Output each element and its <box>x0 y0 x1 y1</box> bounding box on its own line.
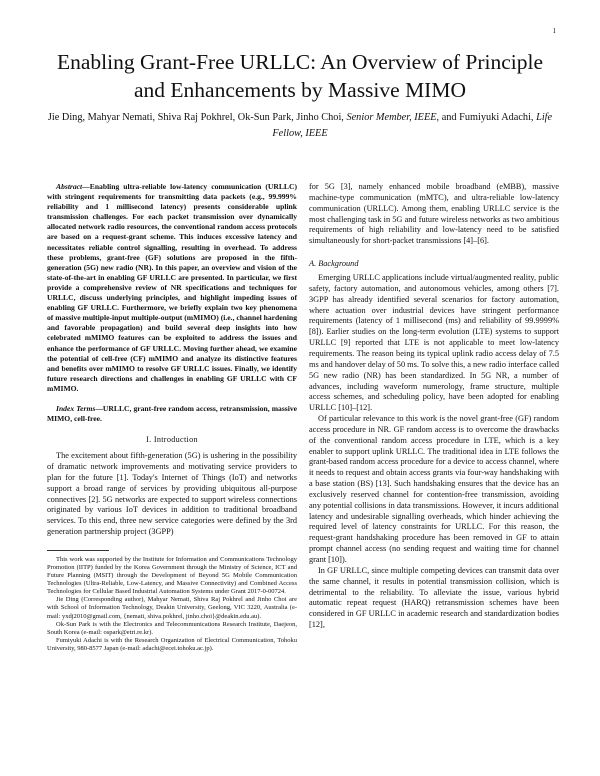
background-paragraph-3: In GF URLLC, since multiple competing devices can transmit data over the same channel, it results in potential transmission collision, which is detrimental to the reliability. To alleviate the issue, various hybrid automatic repeat request (HARQ) retransmission schemes have been considered in GF URLLC in academic research and standardization bodies [12], <box>309 565 559 630</box>
index-terms-text: —URLLC, grant-free random access, retransmission, massive MIMO, cell-free. <box>47 403 298 424</box>
footnote-affiliation-etri: Ok-Sun Park is with the Electronics and Telecommunications Research Institute, Daejeon, South Korea (e-mail: ospark@etri.re.kr). <box>47 620 297 636</box>
author-role-fellow: Life Fellow, IEEE <box>272 112 553 139</box>
abstract <box>47 182 297 394</box>
abstract-label: Abstract <box>56 182 83 191</box>
footnote-rule <box>47 550 109 551</box>
background-paragraph-1: Emerging URLLC applications include virtual/augmented reality, public safety, factory automation, and autonomous vehicles, among others [7]. 3GPP has already identified several scenarios for factory automation, where actuation over industrial devices have stringent performance requirements (latency of 1 millisecond (ms) and reliability of 99.9999% [8]). Earlier studies on the long-term evolution (LTE) systems to support URLLC [9] reported that LTE is not applicable to meet low-latency requirements. The reason being its typical uplink radio access delay of 7.5 ms and handover delay of 50 ms. To solve this, a new radio interface called 5G new radio (NR) has been standardized. In 5G NR, a number of advances, including waveform numerology, frame structure, multiple access schemes, and scheduling policy, have been adopted for enabling URLLC [10]–[12]. <box>309 273 559 413</box>
subsection-heading-background: A. Background <box>309 259 359 269</box>
left-column <box>47 182 297 653</box>
background-paragraph-2: Of particular relevance to this work is the novel grant-free (GF) random access procedure in NR. GF random access is to overcome the drawbacks of the conventional random access procedure in LTE, which is a key enabler to support uplink URLLC. The traditional idea in LTE follows the grant-based random access procedure for a device to access channel, where it needs to request and obtain access grants via four-way handshaking with a base station (BS) [13]. Such handshaking ensures that the device has an exclusively reserved channel for contention-free transmission, avoiding any potential collisions in data transmissions. However, it incurs additional latency and undesirable signalling overheads, which hinder achieving the required level of latency constraints for URLLC. For this reason, the request-grant handshaking procedure has been removed in GF to attain prompt channel access (no sending request and waiting time for channel grant [10]). <box>309 414 559 564</box>
author-names-tail: , and Fumiyuki Adachi, <box>436 112 534 123</box>
paper-title: Enabling Grant-Free URLLC: An Overview of Principle and Enhancements by Massive MIMO <box>56 50 544 102</box>
intro-paragraph: The excitement about fifth-generation (5G) is ushering in the possibility of dramatic network improvements and motivating service providers to plan for the future [1]. Today's Internet of Things (IoT) and networks support a broad range of services by providing ubiquitous all-purpose connectives [2]. 5G networks are expected to support wireless connections originated by various IoT devices in addition to traditional broadband services. To this end, three new service categories were defined by the 3rd generation partnership project (3GPP) <box>47 451 297 537</box>
author-list <box>40 110 560 142</box>
footnote-funding: This work was supported by the Institute for Information and Communications Technology Promotion (IITP) funded by the Korea Government through the Ministry of Science, ICT and Future Planning (MSIT) through the Development of Beyond 5G Mobile Communication Technologies (Ultra-Reliable, Low-Latency, and Massive Connectivity) and Combined Access Technologies for Cellular Based Industrial Automation Systems under Grant 2017-0-00724. <box>47 555 297 596</box>
index-terms <box>47 404 297 424</box>
author-role-senior: Senior Member, IEEE <box>346 112 437 123</box>
section-heading-introduction: I. Introduction <box>146 435 198 445</box>
footnote-affiliation-tohoku: Fumiyuki Adachi is with the Research Organization of Electrical Communication, Tohoku University, 980-8577 Japan (e-mail: adachi@ecei.tohoku.ac.jp). <box>47 636 297 652</box>
page-number: 1 <box>552 27 556 35</box>
intro-continued-paragraph: for 5G [3], namely enhanced mobile broadband (eMBB), massive machine-type communication (mMTC), and ultra-reliable low-latency communication (URLLC). Among them, enabling URLLC service is the most challenging task in 5G and future wireless networks as two ambitious requirements of high reliability and low-latency need to be satisfied simultaneously for short-packet transmissions [4]–[6]. <box>309 182 559 246</box>
footnote-affiliation-deakin: Jie Ding (Corresponding author), Mahyar Nemati, Shiva Raj Pokhrel and Jinho Choi are with School of Information Technology, Deakin University, Geelong, VIC 3220, Australia (e-mail: yxdj2010@gmail.com, {nemati, shiva.pokhrel, jinho.choi}@deakin.edu.au). <box>47 596 297 620</box>
right-column <box>309 182 559 631</box>
index-terms-label: Index Terms <box>56 403 96 413</box>
abstract-text: —Enabling ultra-reliable low-latency communication (URLLC) with stringent requirements for transmitting data packets (e.g., 99.999% reliability and 1 millisecond latency) presents considerable uplink transmission challenges. For each packet transmission over dynamically allocated network radio resources, the conventional random access protocols are based on a request-grant scheme. This induces excessive latency and necessitates reliable control signalling, resulting in overhead. To address these problems, grant-free (GF) solutions are proposed in the fifth-generation (5G) new radio (NR). In this paper, an overview and vision of the state-of-the-art in enabling GF URLLC are presented. In particular, we first provide a comprehensive review of NR specifications and techniques for URLLC, discuss underlying principles, and highlight impeding issues of enabling GF URLLC. Furthermore, we briefly explain two key phenomena of massive multiple-input multiple-output (mMIMO) (i.e., channel hardening and favorable propagation) and build several deep insights into how celebrated mMIMO features can be exploited to address the issues and enhance the performance of GF URLLC. Moving further ahead, we examine the potential of cell-free (CF) mMIMO and analyze its distinctive features and benefits over mMIMO to resolve GF URLLC issues. Finally, we identify future research directions and challenges in enabling GF URLLC with CF mMIMO. <box>47 182 297 393</box>
author-names: Jie Ding, Mahyar Nemati, Shiva Raj Pokhrel, Ok-Sun Park, Jinho Choi, <box>47 112 344 123</box>
